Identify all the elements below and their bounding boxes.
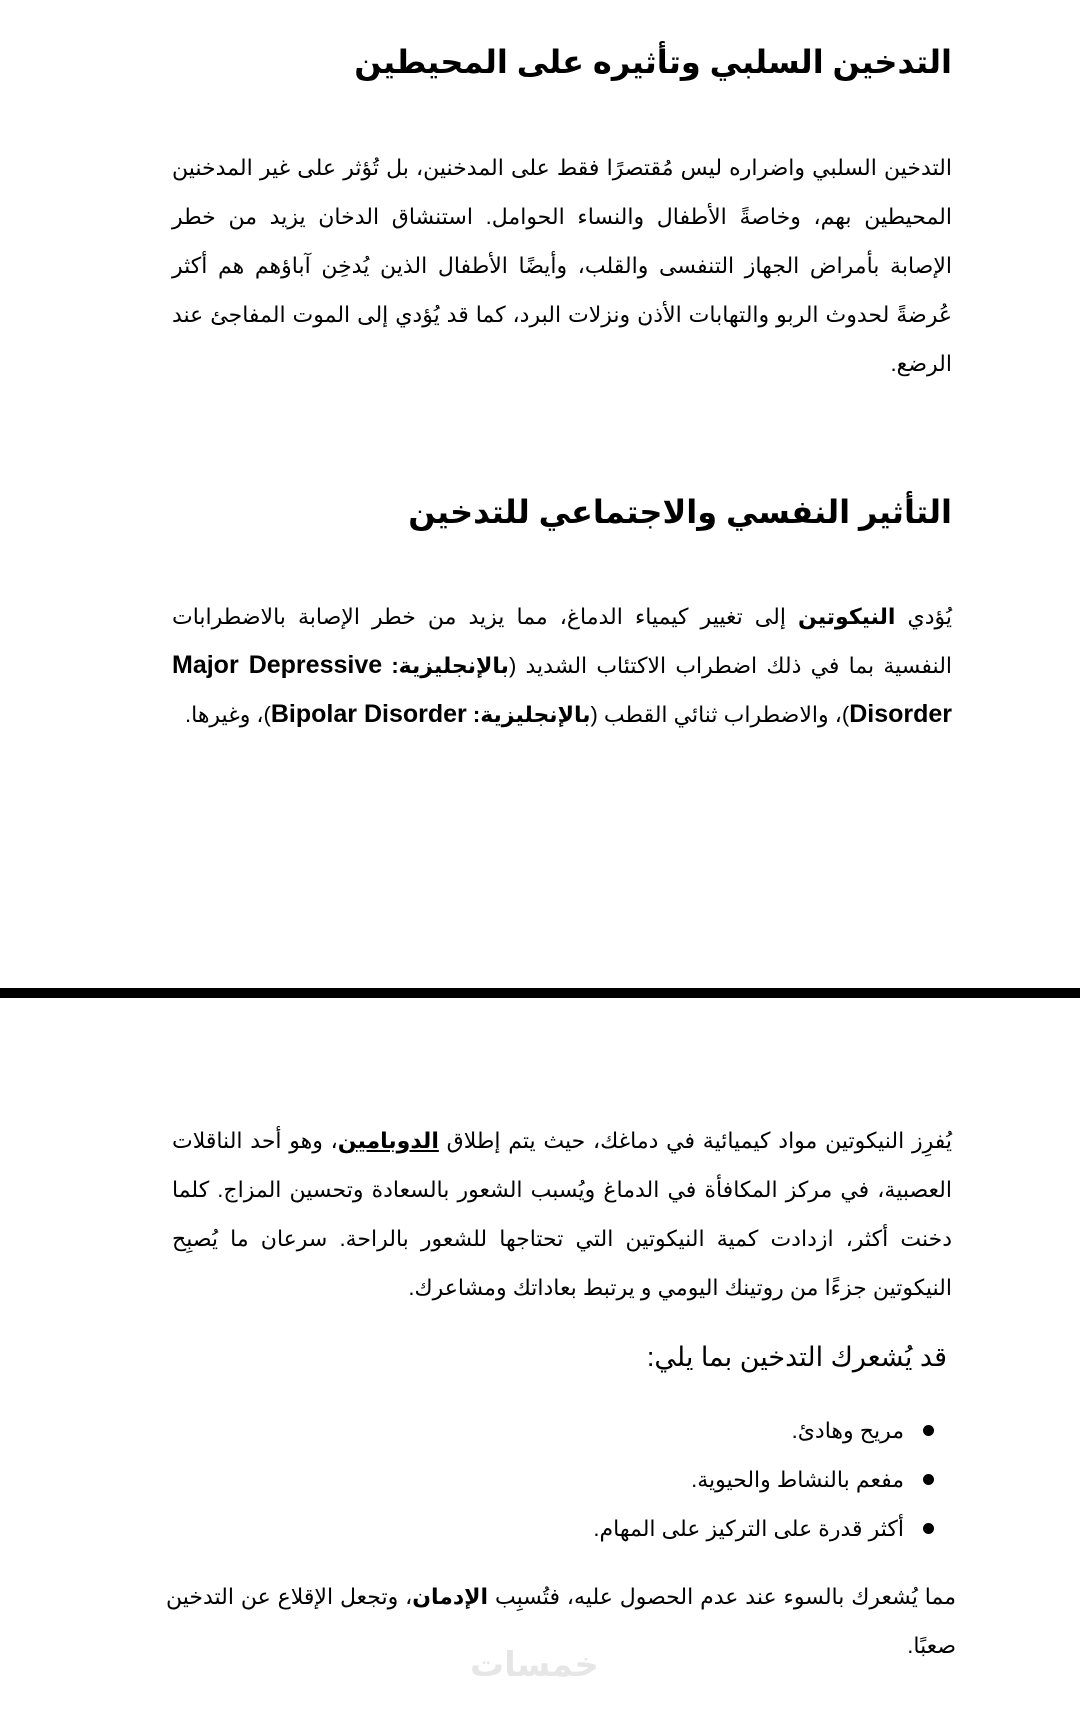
psychological-paragraph-block: [172, 592, 952, 739]
section-heading-psychological-effect: التأثير النفسي والاجتماعي للتدخين: [408, 494, 952, 530]
major-depressive-disorder-term: Major Depressive Disorder: [172, 651, 952, 728]
bullet-icon: [923, 1474, 934, 1485]
list-item: أكثر قدرة على التركيز على المهام.: [593, 1504, 926, 1553]
list-item: مفعم بالنشاط والحيوية.: [593, 1455, 926, 1504]
addiction-term: الإدمان: [412, 1584, 489, 1609]
khamsat-watermark: خمسات: [470, 1646, 599, 1684]
passive-smoking-paragraph: التدخين السلبي واضراره ليس مُقتصرًا فقط على المدخنين، بل تُؤثر على غير المدخنين المحيطين بهم، وخاصةً الأطفال والنساء الحوامل. استنشاق الدخان يزيد من خطر الإصابة بأمراض الجهاز التنفسى والقلب، وأيضًا الأطفال الذين يُدخِن آباؤهم هم أكثر عُرضةً لحدوث الربو والتهابات الأذن ونزلات البرد، كما قد يُؤدي إلى الموت المفاجئ عند الرضع.: [172, 155, 952, 376]
text-run: )، والاضطراب ثنائي القطب (: [590, 702, 850, 727]
text-run: ، وتجعل الإقلاع عن التدخين صعبًا.: [166, 1584, 956, 1658]
text-run: مما يُشعرك بالسوء عند عدم الحصول عليه، فتُسبِب: [488, 1584, 956, 1609]
bipolar-disorder-term: Bipolar Disorder: [270, 700, 467, 728]
text-run: يُفرِز النيكوتين مواد كيميائية في دماغك، حيث يتم إطلاق: [438, 1128, 952, 1153]
dopamine-paragraph: [172, 1116, 952, 1312]
page-divider: [0, 988, 1080, 998]
dopamine-paragraph-block: [172, 1116, 952, 1312]
nicotine-term: النيكوتين: [798, 604, 896, 629]
text-run: ، وهو أحد الناقلات العصبية، في مركز المكافأة في الدماغ ويُسبب الشعور بالسعادة وتحسين المزاج. كلما دخنت أكثر، ازدادت كمية النيكوتين التي تحتاجها للشعور بالراحة. سرعان ما يُصبِح النيكوتين جزءًا من روتينك اليومي و يرتبط بعاداتك ومشاعرك.: [172, 1128, 952, 1300]
bullet-icon: [923, 1425, 934, 1436]
list-item: مريح وهادئ.: [593, 1406, 926, 1455]
text-run: إلى تغيير كيمياء الدماغ، مما يزيد من خطر الإصابة بالاضطرابات النفسية بما في ذلك اضطراب الاكتئاب الشديد (: [172, 604, 953, 678]
feelings-lead-text: قد يُشعرك التدخين بما يلي:: [646, 1342, 947, 1372]
in-english-label: بالإنجليزية:: [391, 653, 509, 678]
feelings-list: [593, 1406, 952, 1553]
bullet-icon: [923, 1523, 934, 1534]
psychological-paragraph: [172, 592, 952, 739]
text-run: )، وغيرها.: [185, 702, 271, 727]
dopamine-term: الدوبامين: [337, 1128, 439, 1153]
section-heading-passive-smoking: التدخين السلبي وتأثيره على المحيطين: [354, 44, 952, 80]
passive-smoking-paragraph-block: [172, 143, 952, 388]
in-english-label: بالإنجليزية:: [472, 702, 591, 727]
text-run: يُؤدي: [895, 604, 952, 629]
